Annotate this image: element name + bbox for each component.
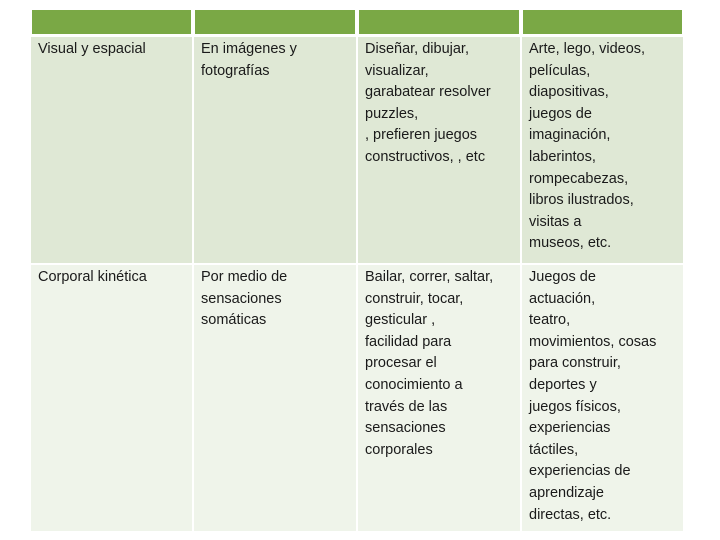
learns-by-cell <box>194 265 356 531</box>
intelligence-cell <box>31 265 192 531</box>
likes-cell <box>358 37 520 263</box>
intelligences-table <box>31 9 683 531</box>
likes-text: Diseñar, dibujar, visualizar, garabatear resolver puzzles, , prefieren juegos constructivos, , etc <box>365 41 491 165</box>
needs-text: Arte, lego, videos, películas, diapositivas, juegos de imaginación, laberintos, rompecabezas, libros ilustrados, visitas a museos, etc. <box>529 41 646 252</box>
header-cell-2 <box>194 9 356 35</box>
learns-by-cell <box>194 37 356 263</box>
header-cell-1 <box>31 9 192 35</box>
needs-text: Juegos de actuación, teatro, movimientos, cosas para construir, deportes y juegos físicos, experiencias táctiles, experiencias de aprendizaje directas, etc. <box>529 269 657 523</box>
needs-cell <box>522 265 683 531</box>
header-cell-3 <box>358 9 520 35</box>
needs-cell <box>522 37 683 263</box>
likes-text: Bailar, correr, saltar, construir, tocar, gesticular , facilidad para procesar el conocimiento a través de las sensaciones corporales <box>365 269 494 458</box>
learns-by-text: Por medio de sensaciones somáticas <box>201 269 288 329</box>
intelligence-text: Corporal kinética <box>38 269 147 285</box>
learns-by-text: En imágenes y fotografías <box>201 41 297 79</box>
header-cell-4 <box>522 9 683 35</box>
intelligence-text: Visual y espacial <box>38 41 146 57</box>
likes-cell <box>358 265 520 531</box>
intelligence-cell <box>31 37 192 263</box>
